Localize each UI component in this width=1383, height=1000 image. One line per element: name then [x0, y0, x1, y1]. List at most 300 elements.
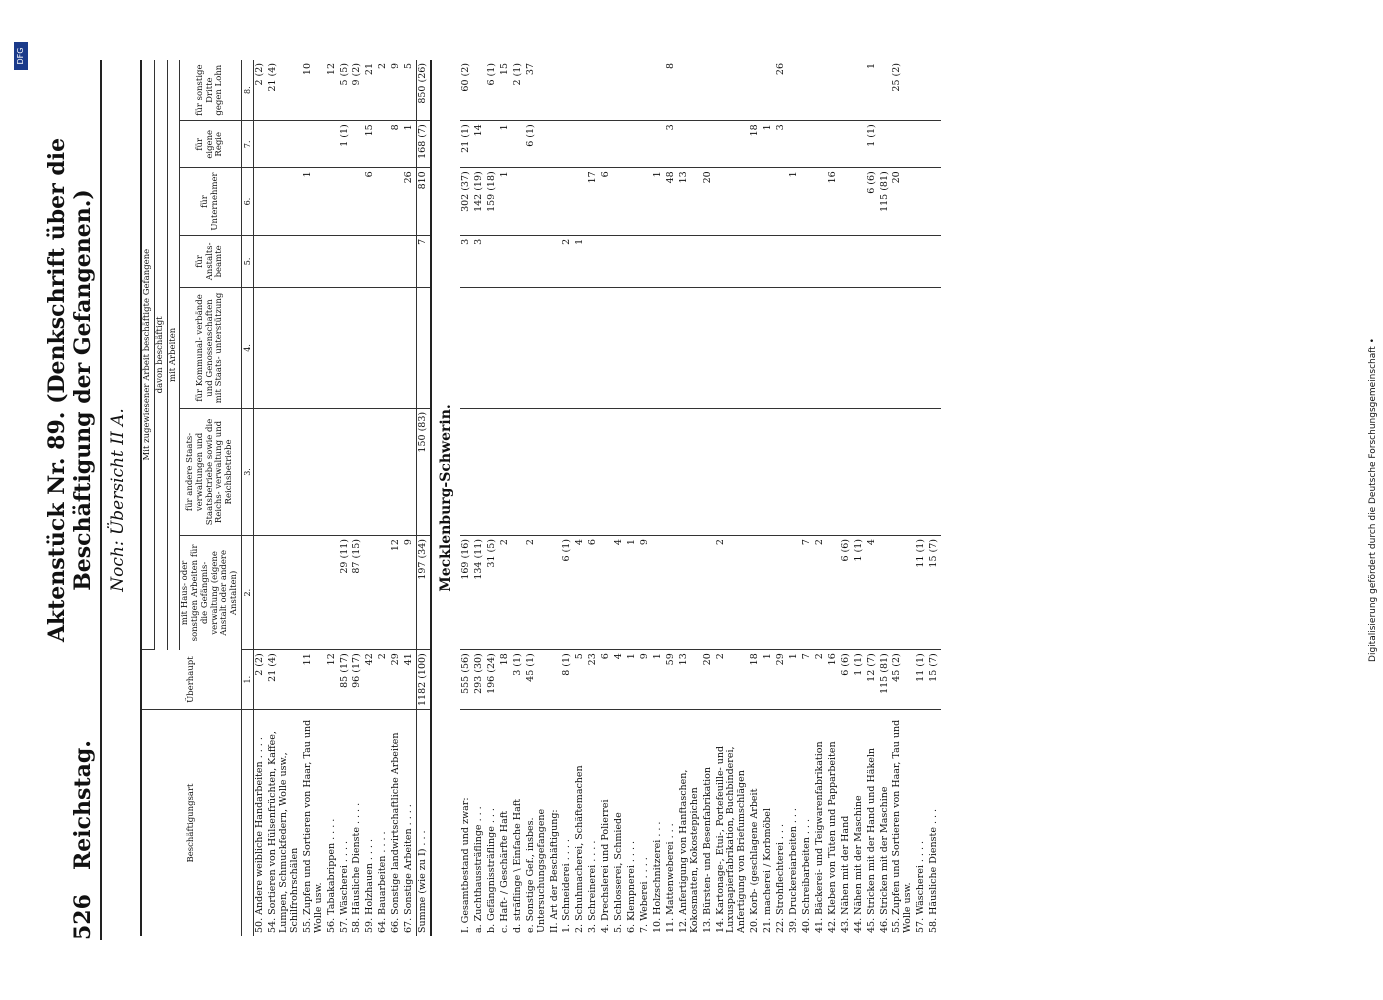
- row-value: [512, 235, 525, 287]
- row-value: [840, 287, 853, 408]
- row-value: 45 (1): [525, 650, 549, 710]
- row-value: [254, 536, 267, 650]
- row-value: [403, 408, 416, 535]
- row-label: 4. Drechslerei und Polierrei: [600, 799, 612, 933]
- row-value: 26: [403, 168, 416, 236]
- row-value: 16: [827, 650, 840, 710]
- row-label: 2. Schuhmacherei, Schäftemachen: [574, 765, 586, 933]
- row-value: [891, 536, 915, 650]
- row-label: 3. Schreinerei . . . .: [587, 840, 599, 933]
- row-value: 1: [762, 121, 775, 168]
- row-value: [928, 168, 941, 236]
- header-group-sub: davon beschäftigt: [154, 60, 167, 650]
- row-value: [254, 121, 267, 168]
- row-label: 56. Tabakabrippen . . . .: [325, 818, 337, 933]
- row-value: [499, 235, 512, 287]
- row-value: 2 (2): [254, 650, 267, 710]
- row-value: [512, 168, 525, 236]
- table-row: [600, 60, 613, 936]
- row-value: [587, 235, 600, 287]
- row-value: 87 (15): [351, 536, 364, 650]
- row-value: 1: [626, 650, 639, 710]
- row-label: e. Sonstige Gef., insbes. Untersuchungsgefangene: [524, 808, 547, 933]
- row-value: [915, 235, 928, 287]
- row-value: [775, 408, 788, 535]
- row-value: 21: [364, 60, 377, 121]
- table-row: [403, 60, 416, 936]
- row-value: [879, 408, 892, 535]
- row-value: [814, 168, 827, 236]
- sum-value: 850 (26): [417, 60, 431, 121]
- row-value: 2: [715, 650, 750, 710]
- row-value: [377, 121, 390, 168]
- row-value: 1 (1): [853, 536, 866, 650]
- table-row: [749, 60, 762, 936]
- row-value: [486, 121, 499, 168]
- row-value: [853, 408, 866, 535]
- table-row: [853, 60, 866, 936]
- row-value: [613, 235, 626, 287]
- row-value: [702, 408, 715, 535]
- row-label: 58. Häusliche Dienste . . .: [928, 808, 940, 933]
- row-value: 31 (5): [486, 536, 499, 650]
- row-value: [652, 121, 665, 168]
- column-number: 2.: [241, 536, 253, 650]
- row-value: [715, 121, 750, 168]
- row-value: 23: [587, 650, 600, 710]
- row-value: [390, 168, 403, 236]
- row-value: 21 (1): [460, 121, 473, 168]
- row-value: 1: [626, 536, 639, 650]
- row-value: [267, 408, 302, 535]
- row-label: 39. Druckereiarbeiten . . .: [788, 808, 800, 933]
- row-value: [377, 408, 390, 535]
- sum-value: 1182 (100): [417, 650, 431, 710]
- row-value: 2: [525, 536, 549, 650]
- row-value: 15: [364, 121, 377, 168]
- row-label: 5. Schlosserei, Schmiede: [613, 812, 625, 933]
- row-value: [665, 536, 678, 650]
- row-value: [351, 408, 364, 535]
- row-value: 5 (5): [339, 60, 352, 121]
- row-value: [326, 287, 339, 408]
- row-value: [613, 408, 626, 535]
- row-value: [879, 287, 892, 408]
- row-value: 12 (7): [866, 650, 879, 710]
- row-value: [512, 121, 525, 168]
- row-value: 25 (2): [891, 60, 915, 121]
- row-value: [351, 235, 364, 287]
- row-value: [749, 287, 762, 408]
- table-row: [390, 60, 403, 936]
- row-value: [377, 235, 390, 287]
- row-value: 29: [775, 650, 788, 710]
- row-label: 58. Häusliche Dienste . . . .: [351, 802, 363, 933]
- table-row: [326, 60, 339, 936]
- row-value: [626, 121, 639, 168]
- row-value: 142 (19): [473, 168, 486, 236]
- row-value: [267, 168, 302, 236]
- row-value: 1 (1): [339, 121, 352, 168]
- dfg-logo: DFG: [14, 42, 28, 70]
- row-value: [339, 235, 352, 287]
- row-value: [561, 60, 574, 121]
- header-col2: mit Haus- oder sonstigen Arbeiten für die Gefängnis- verwaltung (eigene Anstalt oder andere Anstalten): [180, 536, 242, 650]
- sum-label: Summe (wie zu I) . . .: [417, 710, 431, 937]
- row-value: 20: [891, 168, 915, 236]
- row-value: [390, 287, 403, 408]
- row-value: 2: [814, 650, 827, 710]
- statistics-table: [140, 60, 941, 936]
- row-value: [326, 408, 339, 535]
- row-label: 44. Nähen mit der Maschine: [852, 795, 864, 933]
- row-value: [364, 235, 377, 287]
- row-value: [600, 408, 613, 535]
- row-value: [840, 235, 853, 287]
- row-value: [853, 287, 866, 408]
- row-value: [326, 235, 339, 287]
- row-value: [879, 235, 892, 287]
- row-value: 1: [499, 121, 512, 168]
- row-value: 6 (6): [840, 536, 853, 650]
- row-value: 8: [390, 121, 403, 168]
- row-value: [302, 287, 326, 408]
- row-value: [915, 168, 928, 236]
- row-value: [814, 408, 827, 535]
- row-value: 6 (1): [486, 60, 499, 121]
- table-row: [549, 60, 562, 936]
- table-row: [377, 60, 390, 936]
- table-row: [364, 60, 377, 936]
- row-value: [486, 408, 499, 535]
- row-value: [788, 536, 801, 650]
- row-value: [549, 235, 562, 287]
- row-label: II. Art der Beschäftigung:: [548, 809, 560, 933]
- row-label: 66. Sonstige landwirtschaftliche Arbeiten: [390, 732, 402, 933]
- row-value: [879, 60, 892, 121]
- row-value: [678, 121, 702, 168]
- row-value: [600, 121, 613, 168]
- row-value: 16: [827, 168, 840, 236]
- row-value: [473, 408, 486, 535]
- row-value: 6: [600, 650, 613, 710]
- table-row: [827, 60, 840, 936]
- row-value: [626, 60, 639, 121]
- column-number: 8.: [241, 60, 253, 121]
- row-value: 5: [574, 650, 587, 710]
- row-value: [587, 60, 600, 121]
- sum-value: 197 (34): [417, 536, 431, 650]
- row-value: [460, 408, 473, 535]
- table-row: [339, 60, 352, 936]
- row-value: 6: [587, 536, 600, 650]
- row-value: [928, 121, 941, 168]
- row-value: 9: [639, 650, 652, 710]
- row-value: [254, 168, 267, 236]
- row-label: 54. Sortieren von Hülsenfrüchten, Kaffee, Lumpen, Schmuckfedern, Wolle usw., Schilfrohrschälen: [267, 731, 300, 933]
- table-row: [267, 60, 302, 936]
- row-value: 4: [613, 650, 626, 710]
- row-value: 5: [403, 60, 416, 121]
- table-row: [351, 60, 364, 936]
- column-number-row: [241, 60, 253, 936]
- row-value: [915, 60, 928, 121]
- row-value: 12: [326, 60, 339, 121]
- page-number: 526: [70, 894, 96, 940]
- row-value: 9: [390, 60, 403, 121]
- row-value: [678, 287, 702, 408]
- row-value: [762, 168, 775, 236]
- row-value: [702, 235, 715, 287]
- row-value: [665, 287, 678, 408]
- row-value: [665, 235, 678, 287]
- column-number: 6.: [241, 168, 253, 236]
- row-value: [390, 235, 403, 287]
- row-value: 21 (4): [267, 60, 302, 121]
- row-value: [267, 121, 302, 168]
- header-group-main: Mit zugewiesener Arbeit beschäftigte Gefangene: [141, 60, 154, 650]
- row-value: 2: [814, 536, 827, 650]
- row-value: 115 (81): [879, 168, 892, 236]
- row-value: [915, 121, 928, 168]
- row-value: [326, 121, 339, 168]
- row-value: [574, 60, 587, 121]
- row-value: 1: [788, 650, 801, 710]
- table-row: [639, 60, 652, 936]
- row-label: 20. Korb- (geschlagene Arbeit: [749, 788, 761, 933]
- row-value: [652, 235, 665, 287]
- row-value: [600, 287, 613, 408]
- row-value: 6 (1): [561, 536, 574, 650]
- row-value: 12: [326, 650, 339, 710]
- column-number: 4.: [241, 287, 253, 408]
- row-value: [600, 536, 613, 650]
- column-number: 7.: [241, 121, 253, 168]
- row-value: [549, 121, 562, 168]
- row-label: 7. Weberei . . . .: [638, 857, 650, 933]
- row-value: 6: [600, 168, 613, 236]
- row-value: [302, 536, 326, 650]
- row-value: 1: [574, 235, 587, 287]
- row-value: 1: [762, 650, 775, 710]
- row-value: [652, 536, 665, 650]
- row-value: [827, 408, 840, 535]
- row-value: [801, 121, 814, 168]
- row-value: [678, 408, 702, 535]
- row-value: [891, 235, 915, 287]
- row-value: [788, 287, 801, 408]
- row-value: [702, 287, 715, 408]
- row-value: [840, 60, 853, 121]
- row-label: 1. Schneiderei . . . .: [561, 839, 573, 933]
- row-value: 11 (1): [915, 650, 928, 710]
- row-label: 55. Zupfen und Sortieren von Haar, Tau und Wolle usw.: [301, 719, 324, 933]
- row-value: [853, 235, 866, 287]
- row-value: 1 (1): [853, 650, 866, 710]
- row-value: 3: [460, 235, 473, 287]
- row-value: 18: [749, 121, 762, 168]
- row-value: 1 (1): [866, 121, 879, 168]
- sum-value: 150 (83): [417, 408, 431, 535]
- sum-value: 168 (7): [417, 121, 431, 168]
- row-value: 11: [302, 650, 326, 710]
- row-value: [254, 287, 267, 408]
- row-value: 4: [613, 536, 626, 650]
- row-value: [561, 287, 574, 408]
- row-value: [814, 235, 827, 287]
- row-value: 1: [866, 60, 879, 121]
- row-value: [678, 235, 702, 287]
- row-value: 13: [678, 168, 702, 236]
- row-value: 302 (37): [460, 168, 473, 236]
- table-body: [241, 60, 941, 936]
- row-value: 7: [801, 650, 814, 710]
- row-value: 9 (2): [351, 60, 364, 121]
- row-label: 14. Kartonage-, Etui-, Portefeuille- und Luxuspapierfabrikation, Buchbinderei, Anfertigung von Briefumschlägen: [714, 745, 748, 933]
- row-value: [866, 235, 879, 287]
- sum-value: 810: [417, 168, 431, 236]
- table-row: [762, 60, 775, 936]
- row-value: [403, 287, 416, 408]
- row-value: [840, 121, 853, 168]
- row-value: 18: [749, 650, 762, 710]
- row-value: [326, 536, 339, 650]
- row-value: 2 (2): [254, 60, 267, 121]
- row-value: [377, 168, 390, 236]
- row-value: [866, 408, 879, 535]
- row-value: 8: [665, 60, 678, 121]
- row-value: [639, 168, 652, 236]
- row-label: 59. Holzhauen . . . .: [364, 839, 376, 933]
- row-value: [749, 408, 762, 535]
- sum-value: 7: [417, 235, 431, 287]
- table-row: [512, 60, 525, 936]
- row-value: [364, 536, 377, 650]
- header-col7: für eigene Regie: [180, 121, 242, 168]
- row-label: 43. Nähen mit der Hand: [839, 815, 851, 933]
- row-value: 15: [499, 60, 512, 121]
- row-value: [801, 60, 814, 121]
- row-value: 13: [678, 650, 702, 710]
- header-col4: für Kommunal- verbände und Genossenschaften mit Staats- unterstützung: [180, 287, 242, 408]
- row-value: 3 (1): [512, 650, 525, 710]
- row-value: [866, 287, 879, 408]
- row-value: 48: [665, 168, 678, 236]
- row-value: [652, 287, 665, 408]
- table-row: [574, 60, 587, 936]
- row-value: [814, 121, 827, 168]
- row-value: [561, 121, 574, 168]
- row-value: [702, 536, 715, 650]
- row-value: [613, 121, 626, 168]
- row-value: [702, 121, 715, 168]
- row-value: [326, 168, 339, 236]
- row-value: 26: [775, 60, 788, 121]
- table-row: [254, 60, 267, 936]
- row-value: [775, 235, 788, 287]
- row-value: [827, 60, 840, 121]
- row-value: [302, 235, 326, 287]
- row-value: [775, 536, 788, 650]
- table-row: [499, 60, 512, 936]
- row-value: [574, 121, 587, 168]
- row-value: 17: [587, 168, 600, 236]
- row-value: [715, 168, 750, 236]
- row-value: [762, 536, 775, 650]
- row-value: 3: [473, 235, 486, 287]
- row-value: [762, 287, 775, 408]
- row-value: [549, 60, 562, 121]
- row-value: [364, 408, 377, 535]
- row-value: 293 (30): [473, 650, 486, 710]
- row-value: 1: [652, 650, 665, 710]
- page-header: [44, 60, 102, 940]
- row-value: [613, 287, 626, 408]
- row-value: 134 (11): [473, 536, 486, 650]
- row-value: [587, 121, 600, 168]
- row-value: [891, 408, 915, 535]
- row-value: [486, 235, 499, 287]
- row-value: [749, 168, 762, 236]
- row-value: [801, 235, 814, 287]
- row-value: [853, 168, 866, 236]
- table-row: [788, 60, 801, 936]
- row-label: 57. Wäscherei . . . .: [338, 840, 350, 933]
- row-label: 22. Strohflechterei . . .: [775, 824, 787, 933]
- row-value: 15 (7): [928, 650, 941, 710]
- row-value: [788, 60, 801, 121]
- row-value: [587, 287, 600, 408]
- row-value: 20: [702, 168, 715, 236]
- row-label: 41. Bäckerei- und Teigwarenfabrikation: [813, 741, 825, 933]
- row-label: 13. Bürsten- und Besenfabrikation: [701, 767, 713, 933]
- row-value: [302, 408, 326, 535]
- row-label: 64. Bauarbeiten . . . .: [377, 831, 389, 933]
- row-value: [561, 168, 574, 236]
- row-value: [549, 168, 562, 236]
- row-value: [928, 408, 941, 535]
- row-value: 29 (11): [339, 536, 352, 650]
- row-value: [254, 235, 267, 287]
- table-row: [840, 60, 853, 936]
- row-value: 37: [525, 60, 549, 121]
- row-value: 10: [302, 60, 326, 121]
- column-number: 5.: [241, 235, 253, 287]
- row-value: [254, 408, 267, 535]
- row-value: [715, 60, 750, 121]
- row-label: 55. Zupfen und Sortieren von Haar, Tau und Wolle usw.: [891, 719, 914, 933]
- header-col5: für Anstalts- beamte: [180, 235, 242, 287]
- row-value: [853, 121, 866, 168]
- row-value: [891, 287, 915, 408]
- row-value: [525, 408, 549, 535]
- row-value: [549, 650, 562, 710]
- row-value: 7: [801, 536, 814, 650]
- section-title: Mecklenburg-Schwerin.: [437, 404, 454, 592]
- table-row: [891, 60, 915, 936]
- row-label: 40. Schreibarbeiten . . .: [800, 819, 812, 933]
- row-value: [626, 408, 639, 535]
- row-value: 169 (16): [460, 536, 473, 650]
- row-value: [678, 536, 702, 650]
- row-value: [639, 235, 652, 287]
- row-value: [749, 60, 762, 121]
- row-value: [574, 287, 587, 408]
- section-row: [431, 60, 460, 936]
- row-value: 6 (6): [840, 650, 853, 710]
- row-value: [302, 121, 326, 168]
- row-value: [801, 168, 814, 236]
